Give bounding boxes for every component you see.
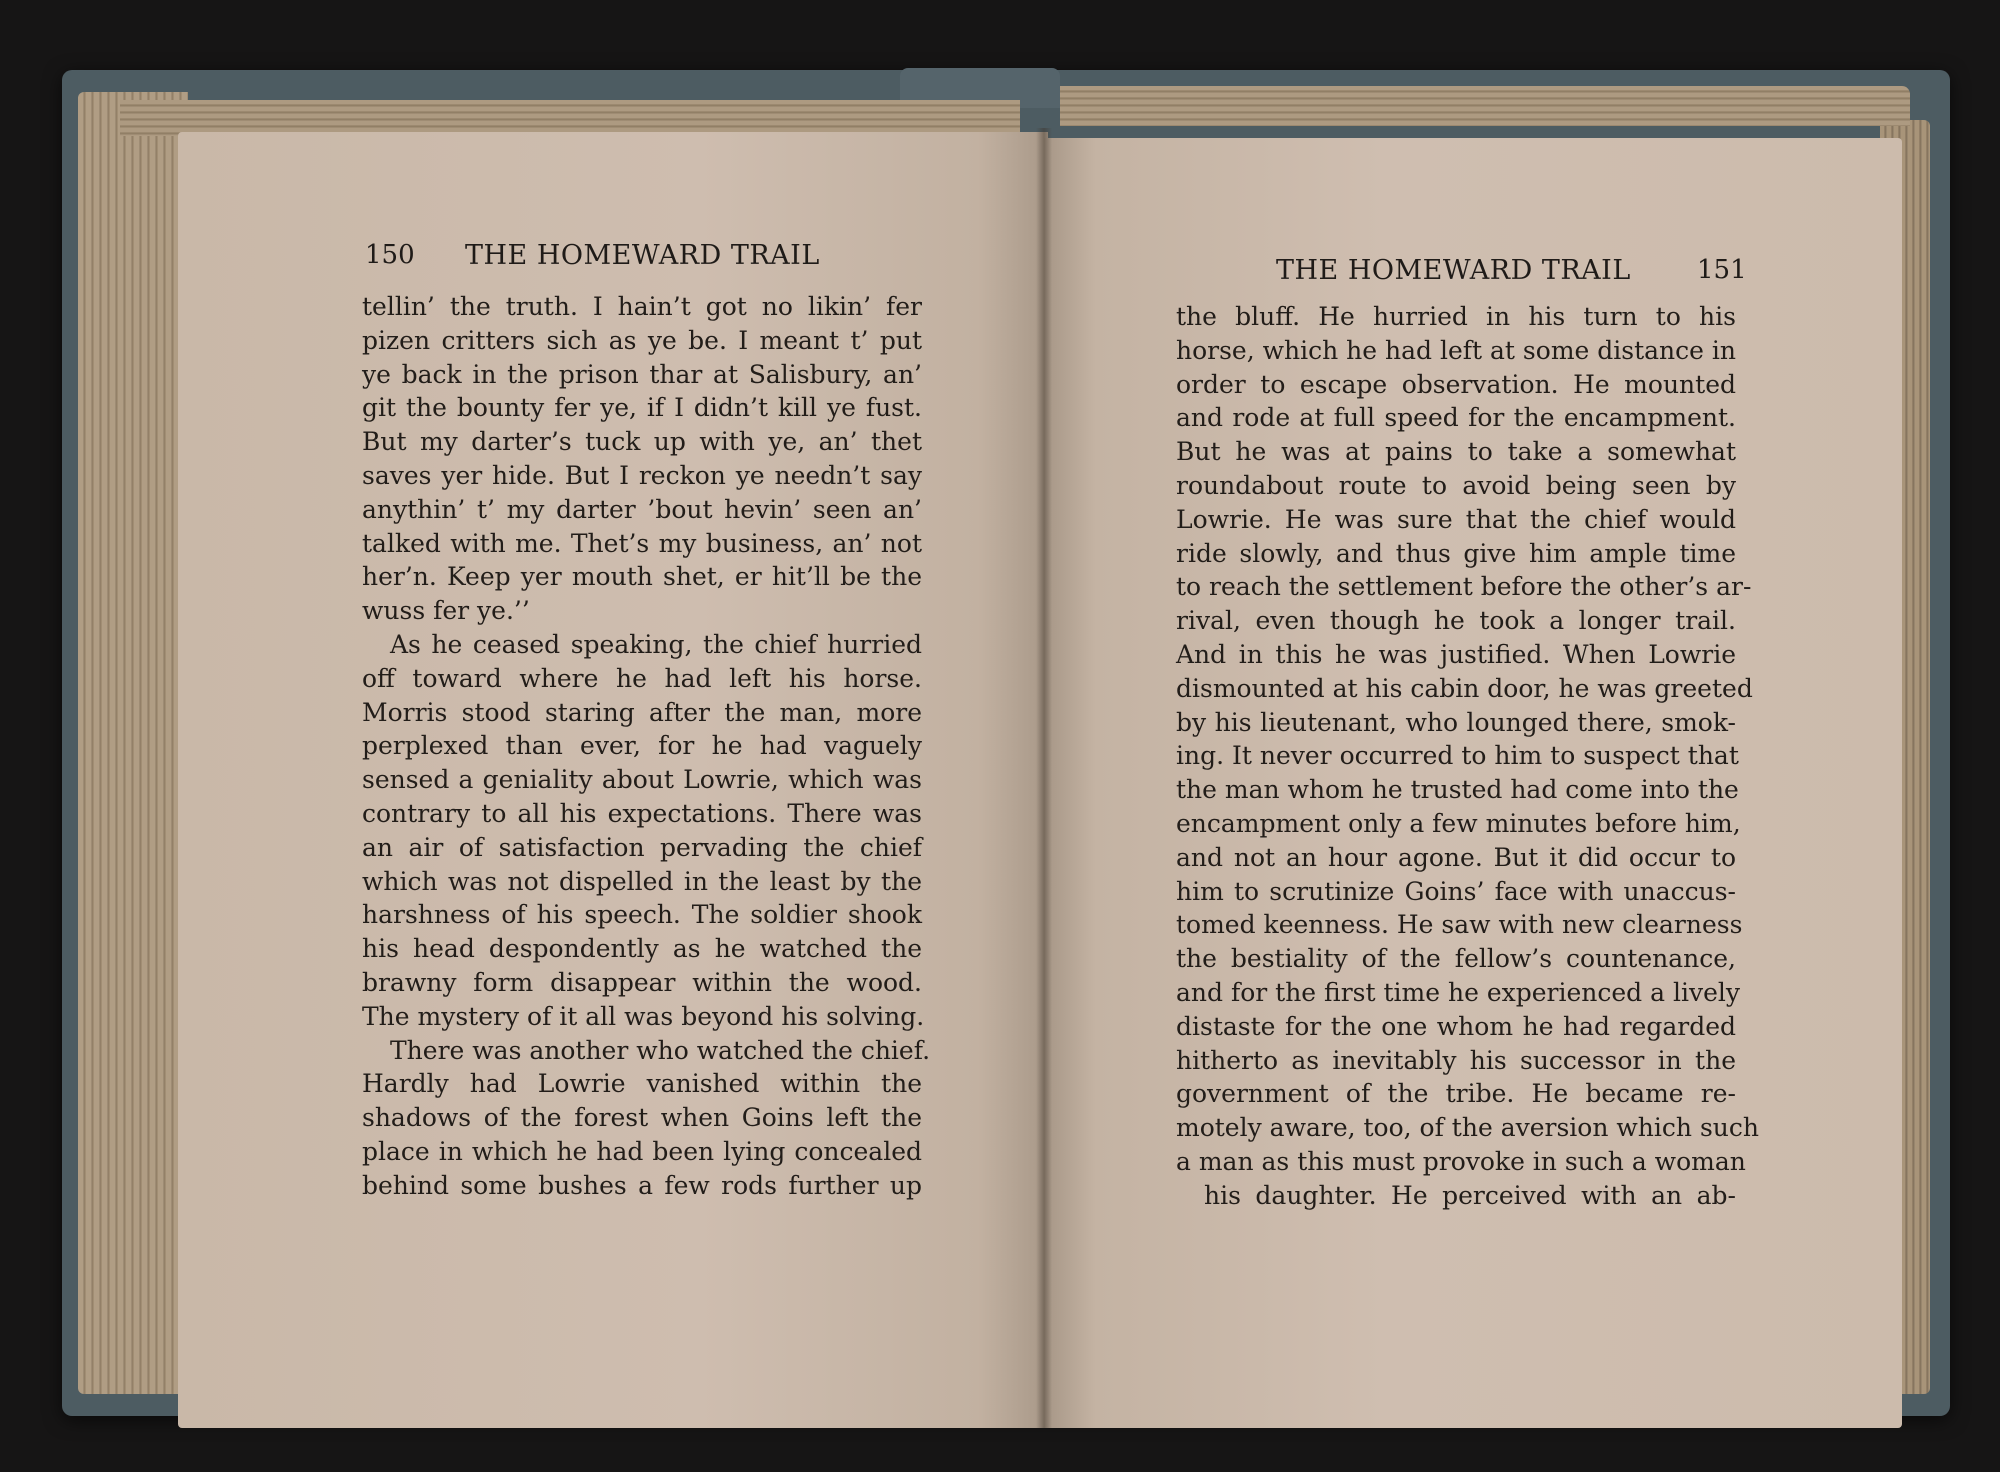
text-line: ing. It never occurred to him to suspect that xyxy=(1176,741,1739,771)
text-line: tellin’ the truth. I hain’t got no likin’ fer xyxy=(362,292,922,321)
page-edges-left xyxy=(78,92,188,1394)
text-line: hitherto as inevitably his successor in the xyxy=(1176,1045,1736,1075)
text-line: The mystery of it all was beyond his solving. xyxy=(362,1001,925,1031)
text-line: the man whom he trusted had come into the xyxy=(1176,775,1739,805)
text-line: which was not dispelled in the least by the xyxy=(362,866,922,896)
text-line: wuss fer ye.’’ xyxy=(362,596,530,626)
text-line: Hardly had Lowrie vanished within the xyxy=(362,1069,922,1099)
text-line: But he was at pains to take a somewhat xyxy=(1176,437,1736,467)
text-line: ye back in the prison thar at Salisbury, an’ xyxy=(362,359,922,389)
text-line: and not an hour agone. But it did occur to xyxy=(1176,842,1736,872)
text-line: his daughter. He perceived with an ab- xyxy=(1204,1180,1736,1210)
text-line: distaste for the one whom he had regarded xyxy=(1176,1011,1736,1041)
text-line: pizen critters sich as ye be. I meant t’ put xyxy=(362,325,922,355)
text-line: anythin’ t’ my darter ’bout hevin’ seen an’ xyxy=(362,494,922,524)
text-line: ride slowly, and thus give him ample time xyxy=(1176,538,1736,568)
text-line: shadows of the forest when Goins left the xyxy=(362,1103,922,1133)
page-edges-top-left xyxy=(120,100,1020,136)
text-line: As he ceased speaking, the chief hurried xyxy=(390,629,922,659)
right-page-text xyxy=(1176,300,1759,1213)
right-page-number: 151 xyxy=(1697,255,1747,285)
text-line: off toward where he had left his horse. xyxy=(362,663,922,693)
text-line: to reach the settlement before the other’s ar- xyxy=(1176,572,1752,602)
text-line: talked with me. Thet’s my business, an’ not xyxy=(362,528,922,558)
text-line: Morris stood staring after the man, more xyxy=(362,697,922,727)
text-line: and rode at full speed for the encampment. xyxy=(1176,403,1736,433)
text-line: a man as this must provoke in such a woman xyxy=(1176,1146,1746,1176)
text-line: brawny form disappear within the wood. xyxy=(362,967,922,997)
left-running-head: THE HOMEWARD TRAIL xyxy=(465,240,820,271)
text-line: government of the tribe. He became re- xyxy=(1176,1079,1736,1109)
text-line: But my darter’s tuck up with ye, an’ thet xyxy=(362,427,922,457)
text-line: place in which he had been lying concealed xyxy=(362,1136,922,1166)
text-line: by his lieutenant, who lounged there, smok- xyxy=(1176,707,1736,737)
text-line: And in this he was justified. When Lowrie xyxy=(1176,639,1736,669)
text-line: rival, even though he took a longer trail. xyxy=(1176,606,1736,636)
text-line: perplexed than ever, for he had vaguely xyxy=(362,731,922,761)
text-line: an air of satisfaction pervading the chief xyxy=(362,832,922,862)
text-line: horse, which he had left at some distance in xyxy=(1176,335,1736,365)
text-line: his head despondently as he watched the xyxy=(362,934,922,964)
text-line: git the bounty fer ye, if I didn’t kill ye fust. xyxy=(362,393,922,423)
text-line: sensed a geniality about Lowrie, which was xyxy=(362,765,922,795)
text-line: the bluff. He hurried in his turn to his xyxy=(1176,302,1736,331)
text-line: dismounted at his cabin door, he was greeted xyxy=(1176,673,1753,703)
text-line: motely aware, too, of the aversion which such xyxy=(1176,1113,1759,1143)
text-line: her’n. Keep yer mouth shet, er hit’ll be the xyxy=(362,562,922,592)
left-page-number: 150 xyxy=(365,240,415,270)
text-line: encampment only a few minutes before him, xyxy=(1176,808,1741,838)
right-running-head: THE HOMEWARD TRAIL xyxy=(1276,255,1631,286)
text-line: roundabout route to avoid being seen by xyxy=(1176,470,1736,500)
text-line: harshness of his speech. The soldier shook xyxy=(362,900,922,930)
text-line: order to escape observation. He mounted xyxy=(1176,369,1736,399)
text-line: and for the first time he experienced a lively xyxy=(1176,977,1740,1007)
text-line: the bestiality of the fellow’s countenance, xyxy=(1176,944,1736,974)
text-line: There was another who watched the chief. xyxy=(390,1035,931,1065)
text-line: tomed keenness. He saw with new clearness xyxy=(1176,910,1743,940)
left-page-text xyxy=(362,290,931,1203)
text-line: him to scrutinize Goins’ face with unaccus- xyxy=(1176,876,1736,906)
page-edges-top-right xyxy=(1060,86,1910,126)
book-gutter xyxy=(1036,128,1052,1428)
text-line: behind some bushes a few rods further up xyxy=(362,1170,922,1200)
text-line: saves yer hide. But I reckon ye needn’t say xyxy=(362,460,922,490)
text-line: contrary to all his expectations. There was xyxy=(362,798,922,828)
text-line: Lowrie. He was sure that the chief would xyxy=(1176,504,1736,534)
